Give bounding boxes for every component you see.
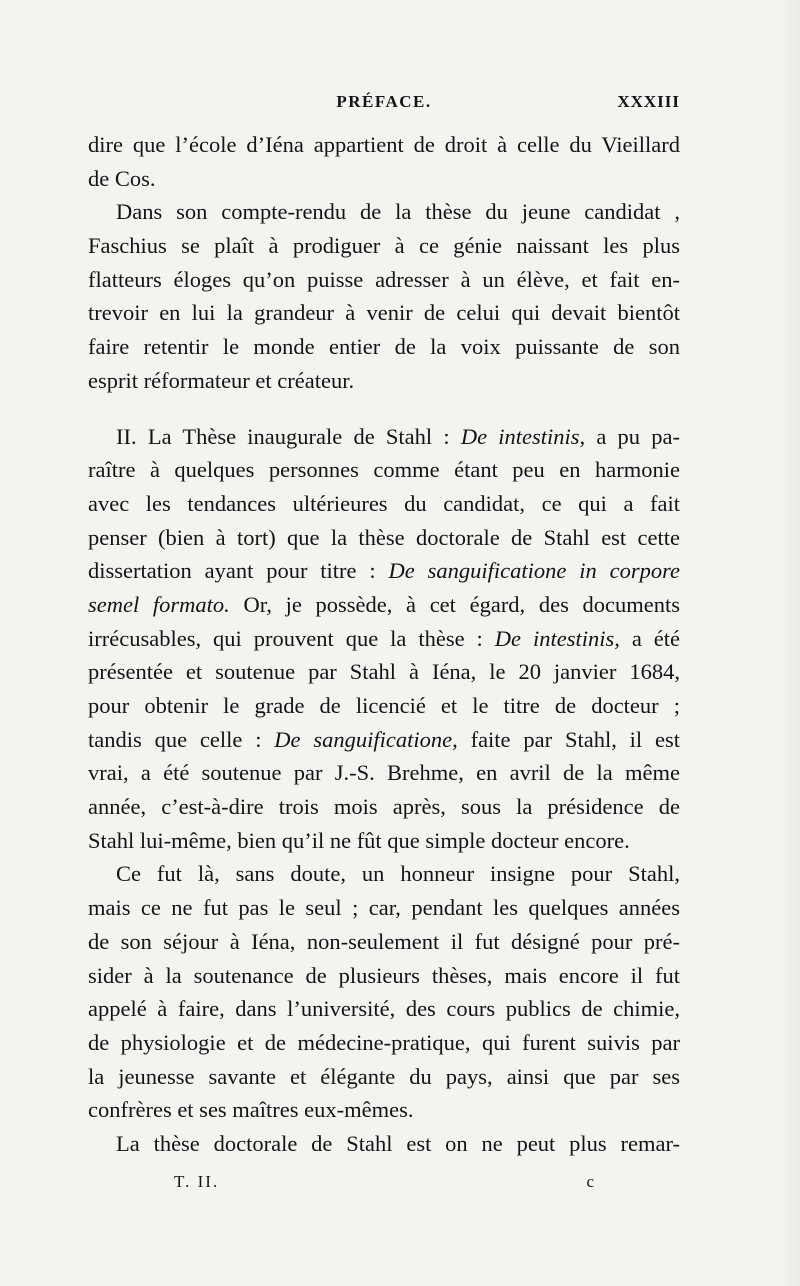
italic-title: De intestinis, [494,625,620,651]
text-line: de Cos. [88,165,156,191]
text-line: confrères et ses maîtres eux-mêmes. [88,1097,414,1123]
text-line: de son séjour à Iéna, non-seulement il fut désigné pour pré- [88,928,680,954]
text-line: flatteurs éloges qu’on puisse adresser à un élève, et fait en- [88,266,680,292]
text-line: raître à quelques personnes comme étant peu en harmonie [88,457,680,483]
volume-signature: T. II. [174,1172,220,1191]
text-line [88,554,680,588]
section-gap [88,398,680,420]
page-footer [88,1172,680,1202]
text-line: appelé à faire, dans l’université, des cours publics de chimie, [88,996,680,1022]
running-title: PRÉFACE. [336,92,432,111]
text-line: vrai, a été soutenue par J.-S. Brehme, en avril de la même [88,760,680,786]
text-line: Stahl lui-même, bien qu’il ne fût que simple docteur encore. [88,827,630,853]
text-line: penser (bien à tort) que la thèse doctorale de Stahl est cette [88,524,680,550]
text-line: présentée et soutenue par Stahl à Iéna, le 20 janvier 1684, [88,659,680,685]
text-run: dissertation ayant pour titre : [88,558,389,584]
text-line: de physiologie et de médecine-pratique, qui furent suivis par [88,1029,680,1055]
body-text [88,128,680,1161]
text-line [88,723,680,757]
text-line [88,622,680,656]
text-line: trevoir en lui la grandeur à venir de celui qui devait bientôt [88,300,680,326]
text-line: faire retentir le monde entier de la voix puissante de son [88,334,680,360]
text-run: II. La Thèse inaugurale de Stahl : [116,423,461,449]
italic-title: semel formato. [88,591,230,617]
italic-title: De intestinis, [460,423,586,449]
text-line: année, c’est-à-dire trois mois après, sous la présidence de [88,794,680,820]
text-run: a été [619,625,680,651]
text-line: dire que l’école d’Iéna appartient de droit à celle du Vieillard [88,132,680,157]
italic-title: De sanguificatione in corpore [388,558,681,584]
text-line: esprit réformateur et créateur. [88,367,355,393]
text-run: tandis que celle : [88,726,275,752]
text-line: Faschius se plaît à prodiguer à ce génie naissant les plus [88,233,680,259]
text-run: a pu pa- [585,423,680,449]
text-run: Or, je possède, à cet égard, des documents [229,591,680,617]
text-line: pour obtenir le grade de licencié et le titre de docteur ; [88,693,680,718]
text-line: mais ce ne fut pas le seul ; car, pendant les quelques années [88,895,680,921]
text-run: irrécusables, qui prouvent que la thèse : [88,625,495,651]
text-line: avec les tendances ultérieures du candidat, ce qui a fait [88,490,680,516]
text-line: Dans son compte-rendu de la thèse du jeune candidat , [116,199,680,225]
text-line: La thèse doctorale de Stahl est on ne peut plus remar- [116,1130,680,1156]
text-line [88,420,680,454]
text-line: Ce fut là, sans doute, un honneur insigne pour Stahl, [116,861,680,887]
text-line: sider à la soutenance de plusieurs thèses, mais encore il fut [88,962,680,988]
italic-title: De sanguificatione, [274,726,458,752]
text-line: la jeunesse savante et élégante du pays, ainsi que par ses [88,1063,680,1089]
page-number: XXXIII [617,92,680,111]
text-run: faite par Stahl, il est [457,726,680,752]
sheet-mark: c [586,1172,594,1191]
page-edge-shadow [780,0,800,1286]
text-line [88,588,680,622]
page-header [88,92,680,122]
